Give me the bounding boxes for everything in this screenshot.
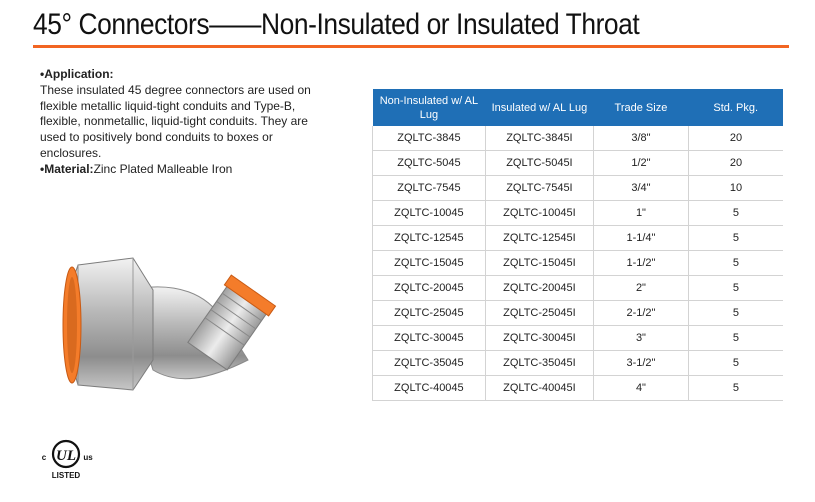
cell-non-insulated: ZQLTC-35045 [373, 351, 486, 376]
cell-trade-size: 1" [593, 201, 688, 226]
cell-non-insulated: ZQLTC-5045 [373, 151, 486, 176]
connector-product-image [58, 250, 293, 420]
material-label: •Material: [40, 161, 94, 176]
ul-mark-text: UL [56, 448, 76, 464]
cell-non-insulated: ZQLTC-25045 [373, 301, 486, 326]
cell-std-pkg: 20 [688, 151, 783, 176]
table-row [373, 301, 784, 326]
cell-non-insulated: ZQLTC-7545 [373, 176, 486, 201]
cell-std-pkg: 5 [688, 301, 783, 326]
cell-std-pkg: 5 [688, 376, 783, 401]
header-trade-size: Trade Size [593, 89, 688, 126]
cell-trade-size: 1/2" [593, 151, 688, 176]
ul-listed-logo [36, 436, 96, 482]
cell-insulated: ZQLTC-30045I [485, 326, 593, 351]
cell-insulated: ZQLTC-5045I [485, 151, 593, 176]
header-insulated: Insulated w/ AL Lug [485, 89, 593, 126]
table-header-row [373, 89, 784, 126]
application-label: •Application: [40, 67, 114, 81]
table-row [373, 251, 784, 276]
ul-c-text: c [41, 453, 47, 462]
cell-insulated: ZQLTC-12545I [485, 226, 593, 251]
table-row [373, 176, 784, 201]
ul-listed-text: LISTED [51, 471, 81, 480]
cell-std-pkg: 5 [688, 251, 783, 276]
cell-insulated: ZQLTC-20045I [485, 276, 593, 301]
cell-non-insulated: ZQLTC-12545 [373, 226, 486, 251]
cell-std-pkg: 5 [688, 326, 783, 351]
cell-insulated: ZQLTC-7545I [485, 176, 593, 201]
cell-trade-size: 3-1/2" [593, 351, 688, 376]
cell-std-pkg: 20 [688, 126, 783, 151]
cell-insulated: ZQLTC-10045I [485, 201, 593, 226]
cell-trade-size: 1-1/2" [593, 251, 688, 276]
cell-std-pkg: 5 [688, 226, 783, 251]
cell-insulated: ZQLTC-3845I [485, 126, 593, 151]
page-title: 45° Connectors——Non-Insulated or Insulated Throat [33, 8, 640, 41]
title-underline [33, 45, 789, 48]
cell-insulated: ZQLTC-25045I [485, 301, 593, 326]
cell-non-insulated: ZQLTC-15045 [373, 251, 486, 276]
cell-trade-size: 3" [593, 326, 688, 351]
header-non-insulated: Non-Insulated w/ AL Lug [373, 89, 486, 126]
table-row [373, 376, 784, 401]
cell-trade-size: 3/4" [593, 176, 688, 201]
cell-std-pkg: 5 [688, 201, 783, 226]
cell-insulated: ZQLTC-40045I [485, 376, 593, 401]
table-row [373, 126, 784, 151]
table-row [373, 151, 784, 176]
cell-non-insulated: ZQLTC-30045 [373, 326, 486, 351]
cell-insulated: ZQLTC-35045I [485, 351, 593, 376]
cell-trade-size: 2-1/2" [593, 301, 688, 326]
cell-trade-size: 3/8" [593, 126, 688, 151]
material-text: Zinc Plated Malleable Iron [93, 161, 233, 176]
spec-table [372, 89, 783, 401]
cell-std-pkg: 10 [688, 176, 783, 201]
ul-us-text: us [83, 453, 93, 462]
cell-non-insulated: ZQLTC-3845 [373, 126, 486, 151]
cell-std-pkg: 5 [688, 276, 783, 301]
table-row [373, 226, 784, 251]
cell-non-insulated: ZQLTC-20045 [373, 276, 486, 301]
table-row [373, 326, 784, 351]
table-row [373, 201, 784, 226]
cell-trade-size: 1-1/4" [593, 226, 688, 251]
cell-trade-size: 4" [593, 376, 688, 401]
description-block [40, 67, 330, 178]
table-row [373, 351, 784, 376]
application-text: These insulated 45 degree connectors are used on flexible metallic liquid-tight conduits and Type-B, flexible, nonmetallic, liquid-tight conduits. They are used to positively bond conduits to boxes or enclosures. [40, 82, 311, 160]
cell-insulated: ZQLTC-15045I [485, 251, 593, 276]
cell-non-insulated: ZQLTC-10045 [373, 201, 486, 226]
cell-non-insulated: ZQLTC-40045 [373, 376, 486, 401]
cell-trade-size: 2" [593, 276, 688, 301]
cell-std-pkg: 5 [688, 351, 783, 376]
header-std-pkg: Std. Pkg. [688, 89, 783, 126]
table-row [373, 276, 784, 301]
